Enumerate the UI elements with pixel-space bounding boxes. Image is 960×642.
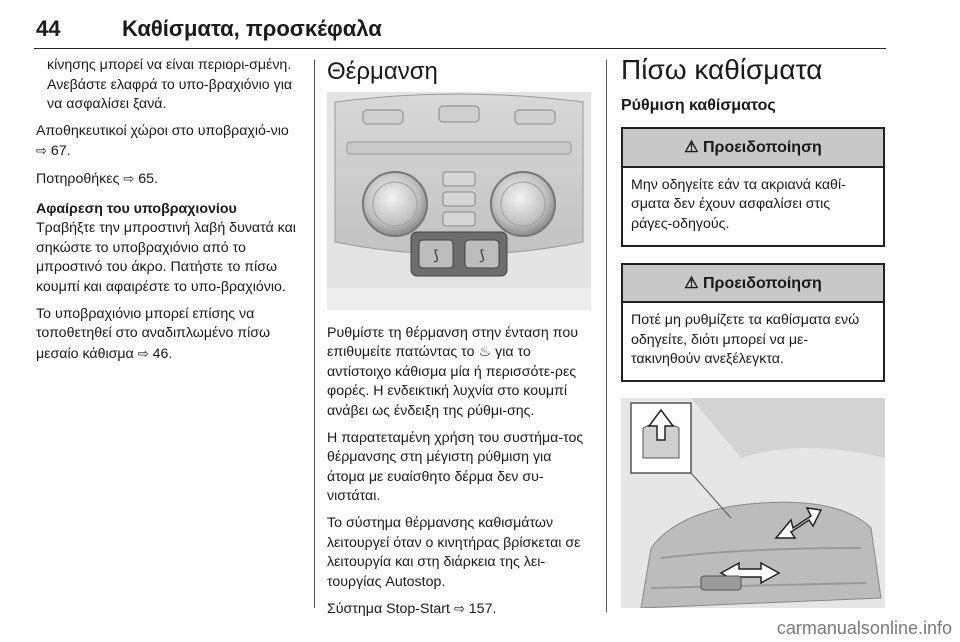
paragraph-continuation: κίνησης μπορεί να είναι περιορι-σμένη. Ανεβάστε ελαφρά το υπο-βραχιόνιο για να ασφαλίσει ξανά. xyxy=(47,57,293,113)
armrest-rear-text: Το υποβραχιόνιο μπορεί επίσης να τοποθετηθεί στο αναδιπλωμένο πίσω μεσαίο κάθισμα xyxy=(36,305,271,362)
paragraph-cupholder-ref xyxy=(36,169,298,190)
column-1 xyxy=(36,56,298,371)
paragraph-stopstart-ref xyxy=(327,599,592,620)
storage-text: Αποθηκευτικοί χώροι στο υποβραχιό-νιο xyxy=(36,122,289,139)
warning-header xyxy=(623,129,883,168)
arrow-ref-icon: ⇨ xyxy=(137,345,149,361)
svg-text:⟆: ⟆ xyxy=(479,246,485,263)
column-divider xyxy=(314,60,315,608)
warning-triangle-icon: ⚠ xyxy=(684,139,699,157)
storage-page-ref[interactable]: 67. xyxy=(50,143,71,160)
column-2 xyxy=(327,56,592,627)
seat-heating-icon: ♨ xyxy=(478,344,492,361)
watermark: carmanualsonline.info xyxy=(776,618,952,638)
running-title: Καθίσματα, προσκέφαλα xyxy=(122,16,382,41)
warning-header xyxy=(623,265,883,304)
warning-body: Μην οδηγείτε εάν τα ακριανά καθί-σματα δεν έχουν ασφαλίσει στις ράγες-οδηγούς. xyxy=(631,176,846,232)
svg-text:⟆: ⟆ xyxy=(433,246,439,263)
stopstart-text: Σύστημα Stop-Start xyxy=(327,601,450,618)
seat-adjustment-subtitle: Ρύθμιση καθίσματος xyxy=(621,96,776,114)
page-number: 44 xyxy=(36,16,61,41)
arrow-ref-icon: ⇨ xyxy=(123,170,135,186)
heating-instructions xyxy=(327,324,592,422)
heating-operation-text: Το σύστημα θέρμανσης καθισμάτων λειτουργεί όταν ο κινητήρας βρίσκεται σε λειτουργία και στη διάρκεια της λει-τουργίας Autostop. xyxy=(327,514,581,590)
warning-label: Προειδοποίηση xyxy=(702,274,822,292)
armrest-removal-heading: Αφαίρεση του υποβραχιονίου xyxy=(36,200,237,217)
cupholder-text: Ποτηροθήκες xyxy=(36,170,120,187)
warning-triangle-icon: ⚠ xyxy=(684,274,699,292)
stopstart-page-ref[interactable]: 157. xyxy=(468,601,497,618)
heating-control-panel-image xyxy=(327,92,591,310)
paragraph-armrest-rear xyxy=(36,305,298,365)
paragraph-storage-ref xyxy=(36,122,298,162)
heating-warning-text: Η παρατεταμένη χρήση του συστήμα-τος θέρμανσης στη μέγιστη ρύθμιση για άτομα με ευαίσθητο δέρμα δεν συ-νιστάται. xyxy=(327,429,584,505)
warning-label: Προειδοποίηση xyxy=(702,139,822,157)
heating-text-b: για το αντίστοιχο κάθισμα μία ή περισσότε-ρες φορές. Η ενδεικτική λυχνία στο κουμπί ανάβει ως ένδειξη της ρύθμι-σης. xyxy=(327,344,577,419)
armrest-rear-page-ref[interactable]: 46. xyxy=(152,345,173,362)
rear-seats-title: Πίσω καθίσματα xyxy=(621,54,823,85)
warning-box xyxy=(621,263,885,382)
rear-seat-adjustment-image xyxy=(621,398,885,608)
column-3 xyxy=(621,56,885,608)
warning-box xyxy=(621,127,885,246)
arrow-ref-icon: ⇨ xyxy=(453,601,465,617)
warning-body: Ποτέ μη ρυθμίζετε τα καθίσματα ενώ οδηγείτε, διότι μπορεί να με-τακινηθούν ανεξέλεγκτα. xyxy=(631,312,860,368)
page-header xyxy=(34,8,886,49)
armrest-removal-text: Τραβήξτε την μπροστινή λαβή δυνατά και σηκώστε το υποβραχιόνιο από το μπροστινό του άκρο. Πατήστε το πίσω κουμπί και αφαιρέστε το υπο-βραχιόνιο. xyxy=(36,220,296,295)
cupholder-page-ref[interactable]: 65. xyxy=(138,170,158,187)
heating-text-a: Ρυθμίστε τη θέρμανση στην ένταση που επιθυμείτε πατώντας το xyxy=(327,324,578,361)
column-divider xyxy=(606,60,607,612)
arrow-ref-icon: ⇨ xyxy=(36,143,47,159)
heating-title: Θέρμανση xyxy=(327,58,438,85)
